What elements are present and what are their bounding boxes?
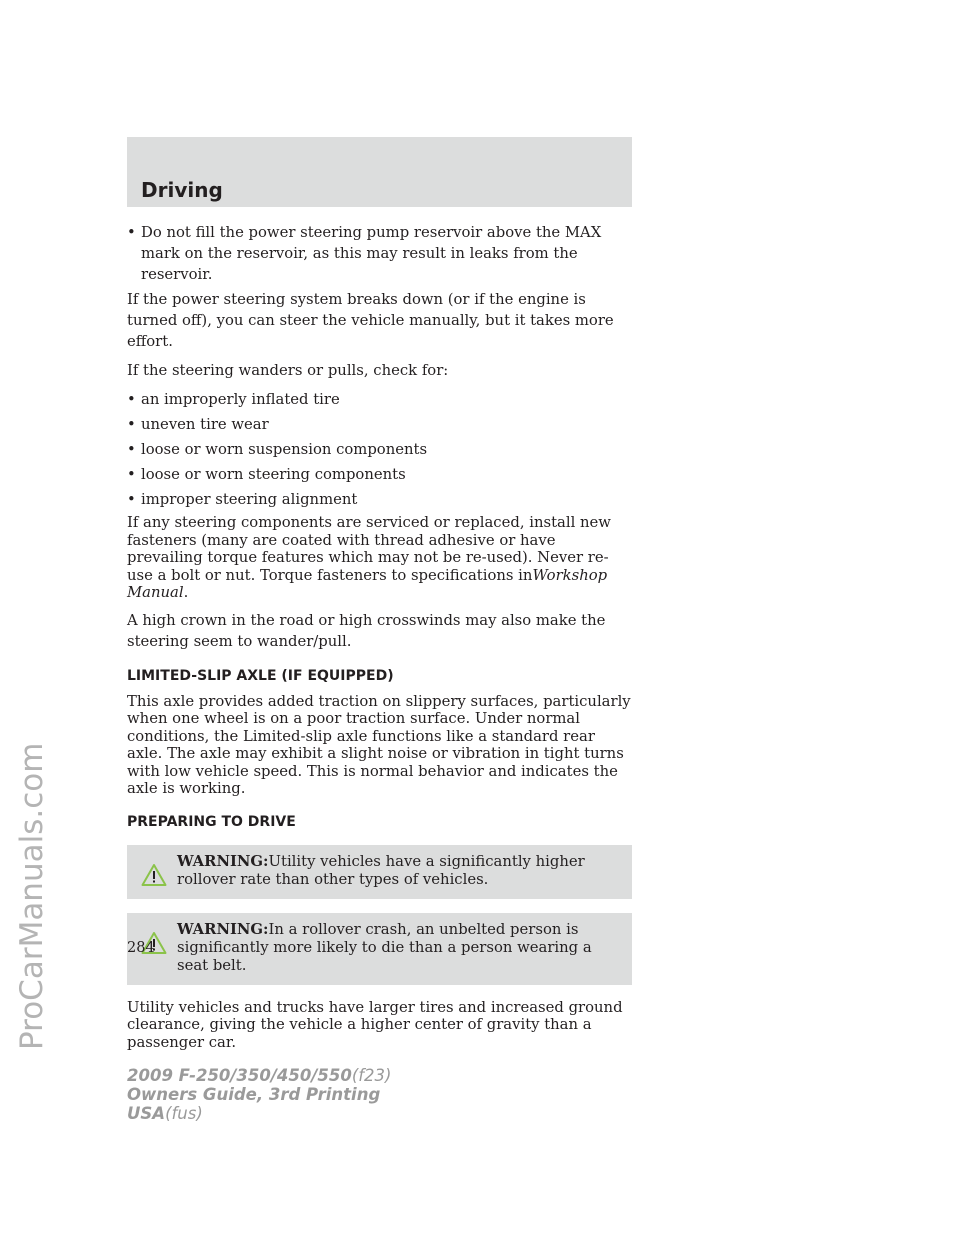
warning-text: Utility vehicles have a significantly higher rollover rate than other types of vehicles.: [177, 852, 585, 888]
bullet-text: loose or worn steering components: [141, 466, 406, 483]
footer-model-code: (f23): [351, 1066, 392, 1085]
fasteners-end: .: [183, 584, 189, 601]
paragraph-check: If the steering wanders or pulls, check for:: [127, 362, 449, 379]
bullet-text: uneven tire wear: [141, 416, 269, 433]
warning-box: [127, 913, 632, 985]
page-number: 284: [127, 940, 155, 956]
bullet-dot: •: [127, 224, 136, 241]
page-content: [127, 222, 632, 1059]
bullet-item: [127, 489, 632, 510]
bullet-dot: •: [127, 416, 136, 433]
footer-market: USA: [127, 1104, 166, 1123]
section-title: Driving: [141, 178, 223, 202]
bullet-dot: •: [127, 466, 136, 483]
bullet-dot: •: [127, 441, 136, 458]
warning-box: [127, 845, 632, 899]
footer-line-market: [127, 1104, 392, 1123]
watermark: [0, 490, 58, 1050]
heading-preparing-to-drive: PREPARING TO DRIVE: [127, 813, 296, 830]
bullet-text: an improperly inflated tire: [141, 391, 340, 408]
bullet-text: improper steering alignment: [141, 491, 358, 508]
paragraph-axle: This axle provides added traction on slippery surfaces, particularly when one wheel is on a poor traction surface. Under normal conditions, the Limited-slip axle functions like a standard rear axle. The axle may exhibit a slight noise or vibration in tight turns with low vehicle speed. This is normal behavior and indicates the axle is working.: [127, 692, 631, 797]
bullet-item: [127, 414, 632, 435]
document-footer: [127, 1066, 392, 1123]
paragraph-utility: Utility vehicles and trucks have larger tires and increased ground clearance, giving the vehicle a higher center of gravity than a passenger car.: [127, 998, 623, 1051]
heading-limited-slip-axle: LIMITED-SLIP AXLE (IF EQUIPPED): [127, 667, 394, 684]
paragraph-fasteners: [127, 514, 632, 602]
footer-model: 2009 F-250/350/450/550: [127, 1066, 352, 1085]
bullet-item: [127, 464, 632, 485]
bullet-text: Do not fill the power steering pump reservoir above the MAX mark on the reservoir, as this may result in leaks from the reservoir.: [141, 224, 602, 283]
warning-triangle-icon: [141, 863, 167, 887]
bullet-item: [127, 389, 632, 410]
footer-line-model: [127, 1066, 392, 1085]
warning-label: WARNING:: [177, 852, 269, 870]
bullet-text: loose or worn suspension components: [141, 441, 428, 458]
bullet-item: [127, 222, 632, 285]
watermark-text: ProCarManuals.com: [14, 742, 50, 1050]
warning-label: WARNING:: [177, 920, 269, 938]
workshop-manual-ref: Workshop Manual: [127, 566, 608, 601]
footer-line-guide: Owners Guide, 3rd Printing: [127, 1085, 381, 1104]
paragraph-crown: A high crown in the road or high crosswinds may also make the steering seem to wander/pull.: [127, 611, 606, 650]
fasteners-text: If any steering components are serviced or replaced, install new fasteners (many are coated with thread adhesive or have prevailing torque features which may not be re-used). Never re-use a bolt or nut. Torque fasteners to specifications in: [127, 514, 611, 584]
bullet-dot: •: [127, 491, 136, 508]
bullet-item: [127, 439, 632, 460]
warning-text: In a rollover crash, an unbelted person is significantly more likely to die than a person wearing a seat belt.: [177, 920, 592, 974]
footer-market-code: (fus): [165, 1104, 203, 1123]
paragraph-breakdown: If the power steering system breaks down (or if the engine is turned off), you can steer the vehicle manually, but it takes more effort.: [127, 291, 614, 350]
bullet-dot: •: [127, 391, 136, 408]
section-header: [127, 137, 632, 207]
